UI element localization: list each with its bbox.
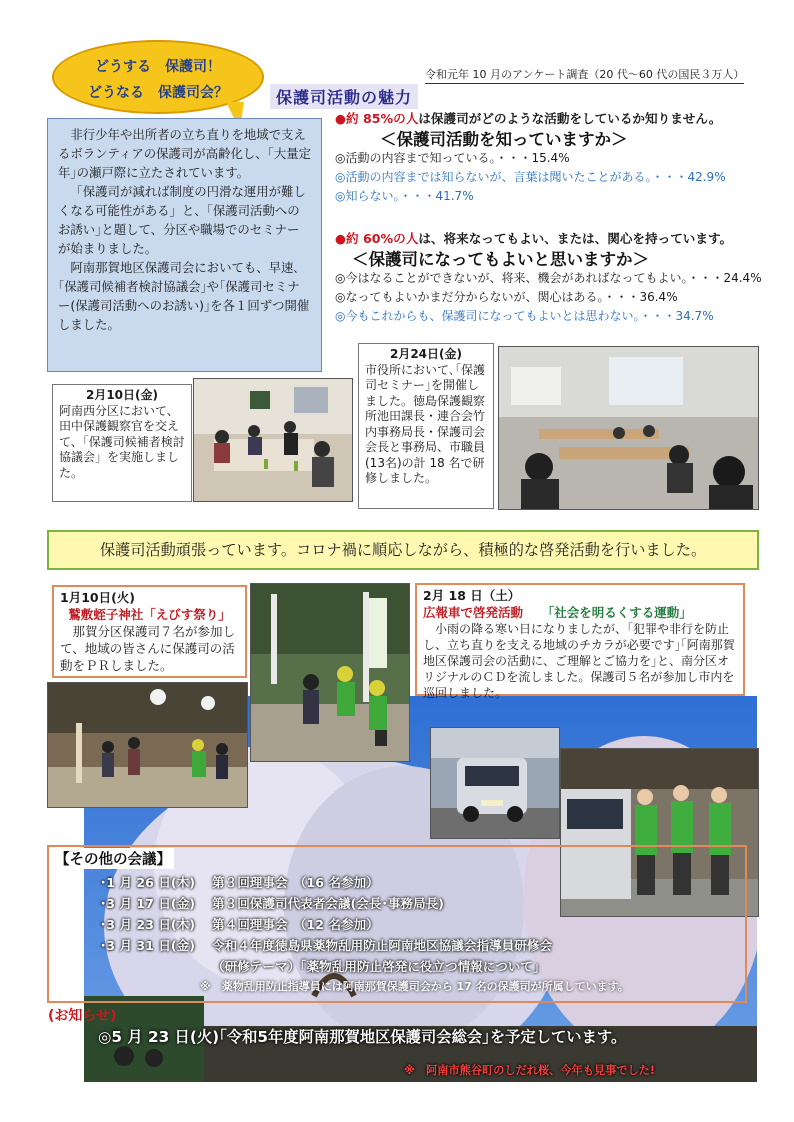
intro-box <box>47 118 322 372</box>
caption-text: 阿南西分区において、田中保護観察官を交えて、「保護司候補者検討協議会」を実施しました。 <box>59 403 185 480</box>
photo-seminar-feb24 <box>498 346 759 510</box>
meeting-item: ･1 月 26 日(木) 第３回理事会 （16 名参加） <box>100 875 379 890</box>
q1-answer: ◎活動の内容まで知っている。・・・15.4% <box>335 151 570 165</box>
survey-q2-lead <box>335 228 732 247</box>
notice-title: (お知らせ) <box>48 1008 117 1024</box>
event-subtitle: 「社会を明るくする運動」 <box>548 605 692 620</box>
intro-paragraph: 非行少年や出所者の立ち直りを地域で支えるボランティアの保護司が高齢化し、｢大量定年｣の瀬戸際に立たされています。 <box>58 127 312 180</box>
bubble-line2: どうなる 保護司会？ <box>88 85 228 101</box>
meetings-note: ※ 薬物乱用防止指導員には阿南那賀保護司会から 17 名の保護司が所属しています。 <box>200 980 629 993</box>
q1-lead-rest: は保護司がどのような活動をしているか知りません。 <box>418 111 722 126</box>
survey-q2-answers <box>335 269 762 326</box>
q1-answer: ◎知らない。・・・41.7% <box>335 189 474 203</box>
caption-text: 市役所において､｢保護司セミナー｣を開催しました。徳島保護観察所池田課長・連合会竹内事務局長・保護司会会長と事務局、市職員(13名)の計 18 名で研修しました。 <box>365 362 486 485</box>
intro-paragraph: 阿南那賀地区保護司会においても、早速､｢保護司候補者検討協議会｣や｢保護司セミナー(保護司活動へのお誘い)｣を各１回ずつ開催しました。 <box>58 260 310 332</box>
event-text: 小雨の降る寒い日になりましたが、｢犯罪や非行を防止し、立ち直りを支える地域のチカラが必要です｣｢阿南那賀地区保護司会の活動に、ご理解とご協力を｣と、南分区オリジナルのＣＤを流しました。保護司５名が参加し市内を巡回しました。 <box>423 622 735 700</box>
q1-lead-pct: ●約 85%の人 <box>335 111 419 126</box>
meetings-title: 【その他の会議】 <box>52 848 174 869</box>
intro-paragraph: 「保護司が減れば制度の円滑な運用が難しくなる可能性がある」と、｢保護司活動へのお誘い｣と題して、分区や職場でのセミナーが始まりました。 <box>58 184 306 256</box>
meeting-item: （研修テーマ）｢薬物乱用防止啓発に役立つ情報について｣ <box>212 959 540 974</box>
event-feb18 <box>415 583 745 700</box>
caption-feb10 <box>52 384 192 502</box>
meeting-item: ･3 月 23 日(木) 第４回理事会 （12 名参加） <box>100 917 379 932</box>
photo-note: ※ 阿南市熊谷町のしだれ桜、今年も見事でした! <box>404 1064 655 1077</box>
q2-answer: ◎今もこれからも、保護司になってもよいとは思わない。・・・34.7% <box>335 309 714 323</box>
photo-ebisu-festival <box>250 583 410 762</box>
section-title: 保護司活動の魅力 <box>270 84 418 109</box>
event-jan10 <box>52 585 247 678</box>
q2-lead-pct: ●約 60%の人 <box>335 231 419 246</box>
meeting-item: ･3 月 31 日(金) 令和４年度徳島県薬物乱用防止阿南地区協議会指導員研修会 <box>100 938 553 953</box>
survey-q1-heading: ＜保護司活動を知っていますか＞ <box>380 130 628 149</box>
survey-q1-lead <box>335 108 721 127</box>
caption-feb24 <box>358 343 494 509</box>
event-date: 1月10日(火) <box>60 590 136 605</box>
event-title: 広報車で啓発活動 <box>423 605 524 620</box>
photo-meeting-feb10 <box>193 378 353 502</box>
notice-text: ◎5 月 23 日(火)｢令和5年度阿南那賀地区保護司会総会｣を予定しています。 <box>98 1028 627 1046</box>
caption-date: 2月10日(金) <box>85 388 159 402</box>
photo-shrine-crowd <box>47 682 248 808</box>
survey-q1-answers <box>335 149 726 206</box>
bubble-line1: どうする 保護司！ <box>95 59 221 75</box>
meeting-item: ･3 月 17 日(金) 第３回保護司代表者会議(会長･事務局長) <box>100 896 444 911</box>
q2-lead-rest: は、将来なってもよい、または、関心を持っています。 <box>418 231 733 246</box>
photo-pr-van <box>430 727 560 839</box>
q2-answer: ◎今はなることができないが、将来、機会があればなってもよい。・・・24.4% <box>335 271 762 285</box>
survey-note: 令和元年 10 月のアンケート調査（20 代～60 代の国民３万人） <box>425 66 744 84</box>
activity-banner: 保護司活動頑張っています。コロナ禍に順応しながら、積極的な啓発活動を行いました。 <box>47 530 759 570</box>
q1-answer: ◎活動の内容までは知らないが、言葉は聞いたことがある。・・・42.9% <box>335 170 726 184</box>
q2-answer: ◎なってもよいかまだ分からないが、関心はある。・・・36.4% <box>335 290 678 304</box>
header-bubble <box>52 40 264 114</box>
event-date: 2月 18 日（土） <box>423 588 521 603</box>
caption-date: 2月24日(金) <box>389 347 463 361</box>
event-text: 那賀分区保護司７名が参加して、地域の皆さんに保護司の活動をＰＲしました。 <box>60 624 236 673</box>
survey-q2-heading: ＜保護司になってもよいと思いますか＞ <box>352 250 649 269</box>
event-title: 鷲敷蛭子神社「えびす祭り」 <box>68 607 231 622</box>
